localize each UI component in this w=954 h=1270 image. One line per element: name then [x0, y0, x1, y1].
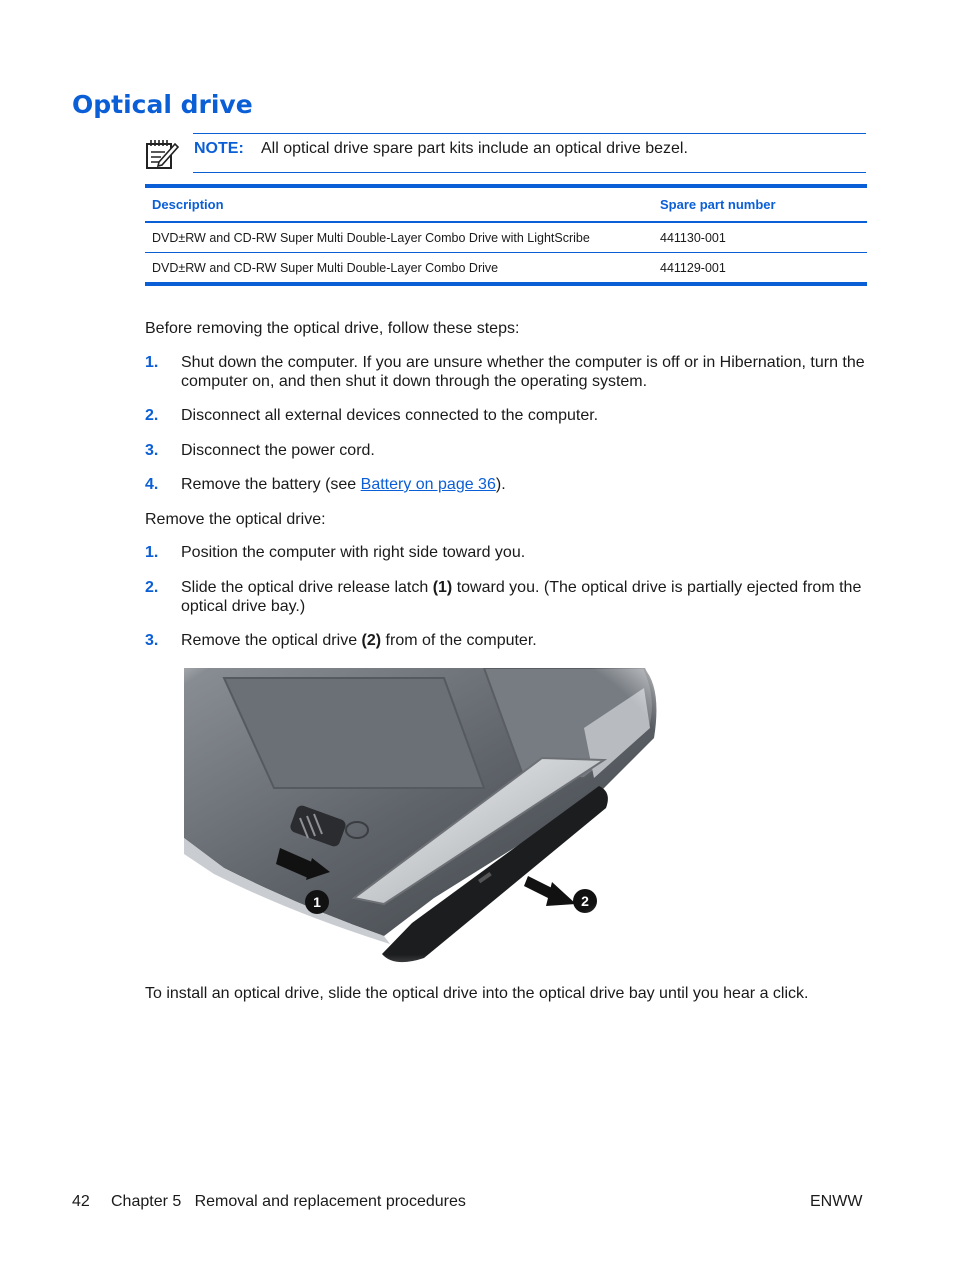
intro-text: Before removing the optical drive, follow these steps:: [145, 320, 520, 337]
step-text: Disconnect the power cord.: [181, 442, 375, 459]
callout-ref: (2): [361, 632, 382, 649]
page-title: Optical drive: [72, 90, 253, 119]
step-text-part: Remove the optical drive: [181, 632, 362, 649]
step-text: Shut down the computer. If you are unsure whether the computer is off or in Hibernation, turn the: [181, 354, 865, 371]
step-text: [181, 579, 861, 597]
header-spare-part-number: Spare part number: [653, 186, 867, 222]
header-description: Description: [145, 186, 653, 222]
step-number: 3.: [145, 632, 159, 649]
step-number: 3.: [145, 442, 159, 459]
cell-description: DVD±RW and CD-RW Super Multi Double-Layer Combo Drive with LightScribe: [145, 222, 653, 253]
callout-ref: (1): [432, 579, 453, 596]
optical-drive-removal-photo: [184, 668, 664, 966]
table-header-row: [145, 186, 867, 222]
chapter-label: Chapter 5 Removal and replacement procedures: [111, 1193, 466, 1210]
step-text-after: ).: [495, 476, 506, 493]
note-text: All optical drive spare part kits include an optical drive bezel.: [261, 140, 688, 157]
table-row: [145, 222, 867, 253]
spare-parts-table: [145, 184, 867, 286]
battery-page-link[interactable]: Battery on page 36: [360, 476, 496, 493]
step-text-part: toward you. (The optical drive is partially ejected from the: [452, 579, 862, 596]
step-text-before: Remove the battery (see: [181, 476, 361, 493]
step-text-part: Slide the optical drive release latch: [181, 579, 433, 596]
step-text-part: from of the computer.: [381, 632, 537, 649]
step-text-continued: computer on, and then shut it down through the operating system.: [181, 373, 648, 390]
note-label: NOTE:: [194, 140, 244, 157]
step-text: [181, 632, 537, 650]
remove-intro-text: Remove the optical drive:: [145, 511, 326, 528]
step-number: 2.: [145, 407, 159, 424]
page-number: 42: [72, 1193, 90, 1210]
step-number: 1.: [145, 544, 159, 561]
step-number: 2.: [145, 579, 159, 596]
step-text-continued: optical drive bay.): [181, 598, 306, 615]
step-text: Disconnect all external devices connected to the computer.: [181, 407, 599, 424]
step-text: [181, 476, 506, 494]
footer-right: ENWW: [810, 1193, 863, 1210]
cell-part-number: 441130-001: [653, 222, 867, 253]
step-text: Position the computer with right side toward you.: [181, 544, 526, 561]
cell-description: DVD±RW and CD-RW Super Multi Double-Layer Combo Drive: [145, 253, 653, 285]
step-number: 1.: [145, 354, 159, 371]
install-text: To install an optical drive, slide the optical drive into the optical drive bay until you hear a click.: [145, 985, 809, 1002]
cell-part-number: 441129-001: [653, 253, 867, 285]
table-row: [145, 253, 867, 285]
note-pad-icon: [145, 138, 179, 170]
step-number: 4.: [145, 476, 159, 493]
